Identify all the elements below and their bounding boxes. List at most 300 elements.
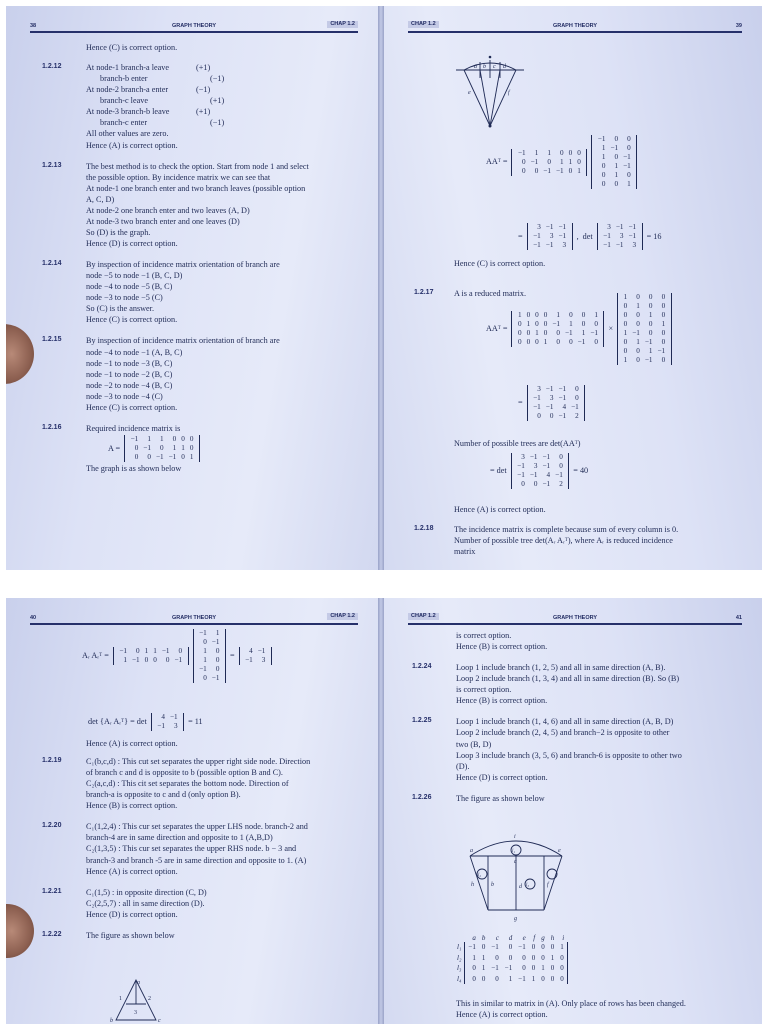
matrix-cell: −1 [657,347,666,355]
text-line: Hence (B) is correct option. [86,801,178,811]
matrix-cell: 0 [636,311,640,319]
pair-label: branch-c leave [100,96,148,106]
text-line: Hence (C) is correct option. [86,402,178,412]
matrix-cell: 1 [153,647,157,655]
text-line: So (C) is the answer. [86,304,154,314]
text-line: node −1 to node −2 (B, C) [86,369,173,379]
thumb [6,904,34,958]
text-line: Hence (A) is correct option. [86,140,178,150]
matrix-cell: 3 [537,223,541,231]
matrix-cell: −1 [558,232,567,240]
matrix-cell: 1 [569,320,573,328]
loop-label: l₁ [512,849,516,854]
matrix-cell: 0 [601,171,606,179]
matrix-cell: 1 [581,329,586,337]
top-book-spread-photo [6,6,762,570]
text-line: C₁(b,c,d) : This cut set separates the upper right side node. Direction [86,757,311,766]
page-number: 40 [30,615,37,621]
page-38 [6,6,378,570]
ar-art-equation: Aᵣ Aᵣᵀ = −1 0 1 1 −1 0 1 −1 0 0 0 −1 −1 1 0 −1 1 0 1 0 −1 0 0 −1 = 4 −1 −1 3 [80,628,274,684]
matrix-cell: 0 [533,480,538,488]
page-header [30,614,358,625]
matrix-cell: 1 [147,434,151,443]
product-matrix [527,385,586,421]
equation-label: AAᵀ = [486,324,508,334]
text-line: The best method is to check the option. Start from node 1 and select [86,161,309,171]
solution-1-2-22 [42,930,360,941]
solution-number: 1.2.24 [412,663,432,671]
figure-label: h [471,882,474,888]
matrix-column-header: f [533,934,536,942]
matrix-cell: 1 [215,629,220,637]
product-matrix [239,647,272,665]
matrix-cell: 0 [465,963,479,973]
graph-label: d [503,64,506,70]
text-line: node −5 to node −1 (B, C, D) [86,271,183,281]
solution-1-2-21 [42,887,360,920]
solution-number: 1.2.18 [414,525,434,532]
matrix-cell: 3 [549,394,554,402]
matrix-cell: 0 [526,338,531,346]
matrix-cell: 1 [144,647,149,655]
matrix-cell: 0 [601,162,606,170]
matrix-cell: 0 [521,480,525,488]
det-result: = 11 [188,717,203,727]
page-41 [384,598,762,1024]
matrix-cell: 0 [614,135,619,143]
solution-number: 1.2.22 [42,930,62,938]
matrix-cell: 0 [153,656,157,664]
matrix-cell: 0 [661,338,666,346]
matrix-cell: 0 [661,293,666,301]
matrix-cell: −1 [157,722,165,730]
page-number: 41 [735,615,742,621]
matrix-cell: 2 [575,412,579,420]
matrix-cell: −1 [211,674,220,682]
closing-text [456,998,686,1020]
matrix-cell: 3 [174,722,178,730]
matrix-cell: −1 [533,394,541,402]
matrix-cell: −1 [529,471,538,479]
graph-label: e [468,90,471,96]
matrix-cell: 0 [575,394,579,402]
matrix-column-header: c [495,934,499,942]
matrix-cell: 0 [134,452,139,461]
pair-label: branch-c enter [100,118,148,128]
matrix-cell: 0 [215,647,220,655]
matrix-cell: 1 [526,320,531,328]
solution-1-2-25 [412,716,744,782]
matrix-cell: 1 [623,329,628,337]
det-result: = 16 [646,231,662,241]
matrix-cell: 0 [557,974,567,984]
solution-1-2-13 [42,161,360,250]
matrix-cell: 1 [543,338,548,346]
equation-label: Aᵣ Aᵣᵀ = [82,651,109,661]
matrix-cell: 0 [537,412,541,420]
text-line: At node-1 one branch enter and two branch leaves (possible option [86,183,306,193]
solution-1-2-26 [412,793,744,804]
graph-label: b [483,64,486,70]
matrix-cell: 0 [543,311,548,319]
matrix-cell: 0 [178,647,183,655]
matrix-cell: −1 [555,471,563,479]
text-line: C₂(2,5,7) : all in same direction (D). [86,898,205,908]
text-line: The incidence matrix is complete because sum of every column is 0. [454,525,679,534]
matrix-cell: 0 [147,452,151,461]
graph-label: f [508,90,510,96]
text-line: At node-3 two branch enter and one leaves (D) [86,216,240,226]
page-body [42,756,360,948]
equation-label: AAᵀ = [486,157,508,167]
solution-number: 1.2.14 [42,260,62,268]
page-body [412,630,744,811]
figure-label: i [514,834,516,840]
chapter-label: CHAP 1.2 [327,613,358,620]
matrix-cell: 0 [203,674,207,682]
conclusion-line: Hence (A) is correct option. [86,739,178,748]
loop-matrix [456,934,568,984]
matrix-cell: −1 [542,453,551,461]
matrix-cell: 0 [557,953,567,963]
page-number: 39 [735,23,742,29]
matrix-cell: 0 [568,166,573,175]
matrix-cell: −1 [558,223,567,231]
matrix-cell: 1 [547,148,551,157]
matrix-cell: 0 [568,148,573,157]
matrix-cell: 1 [568,157,573,166]
text-line: Required incidence matrix is [86,423,181,433]
matrix-cell: −1 [558,394,567,402]
solution-number: 1.2.15 [42,336,62,344]
text-line: This in similar to matrix in (A). Only place of rows has been changed. [456,999,686,1008]
det-matrix [151,713,184,731]
matrix-cell: 0 [508,953,513,962]
matrix-cell: −1 [517,462,525,470]
matrix-cell: 3 [549,232,554,240]
matrix-cell: 0 [172,434,177,443]
det-prefix: = det [490,466,507,476]
triangle-label: b [110,1018,113,1024]
matrix-cell: −1 [533,403,541,411]
triangle-label: a [137,980,140,986]
text-line: the possible option. By incidence matrix we can see that [86,172,271,182]
matrix-cell: 0 [189,434,194,443]
matrix-cell: 0 [522,166,526,175]
loop-label: l₂ [478,873,482,878]
matrix-cell: 0 [556,329,560,337]
page-header [408,22,742,33]
matrix-column-header: b [481,934,486,942]
matrix-cell: −1 [119,647,127,655]
matrix-cell: 1 [508,974,513,983]
matrix-cell: 0 [465,974,479,984]
matrix-cell: 0 [581,311,586,319]
text-line: node −4 to node −1 (A, B, C) [86,347,183,357]
matrix-cell: −1 [577,338,586,346]
matrix-cell: −1 [571,403,579,411]
matrix-cell: 0 [526,329,531,337]
pair-value: (−1) [196,85,211,95]
text-line: node −3 to node −5 (C) [86,293,163,303]
matrix-cell: −1 [211,638,220,646]
matrix-cell: 0 [614,153,619,161]
matrix-cell: −1 [533,241,541,249]
text-line: node −3 to node −4 (C) [86,391,163,401]
solution-1-2-18 [414,524,752,557]
matrix-cell: 0 [134,443,139,452]
running-title: GRAPH THEORY [171,615,217,621]
matrix-cell: 0 [559,462,563,470]
matrix-cell: 3 [632,241,637,249]
matrix-cell: −1 [465,942,479,952]
matrix-cell: 1 [623,293,628,301]
text-line: branch-3 and branch -5 are in same direction and opposite to 1. (A) [86,855,307,865]
figure-label: d [519,884,522,890]
matrix-cell: 0 [189,443,194,452]
matrix-cell: −1 [530,157,539,166]
matrix-cell: 1 [172,443,177,452]
text-line: Hence (B) is correct option. [456,696,548,706]
matrix-cell: −1 [174,656,183,664]
text-line: By inspection of incidence matrix orientation of branch are [86,336,280,346]
matrix-cell: 1 [203,647,207,655]
matrix-cell: 1 [556,311,560,319]
a-matrix [511,149,587,176]
pair-label: At node-2 branch-a enter [86,85,169,95]
matrix-cell: 0 [517,338,522,346]
text-line: A is a reduced matrix. [454,289,527,298]
text-line: Hence (A) is correct option. [456,1010,548,1020]
text-line: Loop 3 include branch (3, 5, 6) and branch-6 is opposite to other two [456,750,682,760]
matrix-cell: 0 [648,320,653,328]
matrix-cell: 1 [648,311,653,319]
matrix-cell: 0 [165,656,170,664]
matrix-cell: 0 [594,320,598,328]
matrix-cell: 1 [560,157,564,166]
matrix-cell: −1 [517,148,526,157]
photo-separator [0,570,768,598]
solution-1-2-14 [42,259,360,325]
solution-1-2-12 [42,62,360,151]
matrix-cell: 0 [522,964,526,973]
text-line: Hence (C) is correct option. [86,315,178,325]
triangle-label: 1 [119,996,122,1002]
matrix-cell: 0 [556,338,560,346]
matrix-cell: −1 [169,713,178,721]
matrix-cell: 0 [534,166,539,175]
matrix-cell: 1 [636,302,640,310]
matrix-cell: 1 [465,953,479,963]
product-matrix [527,223,573,250]
matrix-cell: 4 [546,471,551,479]
text-line: The figure as shown below [86,930,175,940]
matrix-cell: 0 [557,963,567,973]
running-title: GRAPH THEORY [552,23,598,29]
matrix-cell: 1 [541,964,545,973]
solution-1-2-20 [42,821,360,876]
text-line: The graph is as shown below [86,463,182,473]
pair-label: At node-1 branch-a leave [86,63,169,73]
solution-1-2-24 [412,662,744,706]
solution-1-2-19 [42,756,360,811]
pair-value: (+1) [196,63,211,73]
matrix-cell: −1 [632,329,640,337]
text-line: node −1 to node −3 (B, C) [86,358,173,368]
matrix-cell: 0 [481,974,486,983]
page-number: 38 [30,23,37,29]
matrix-cell: −1 [533,232,541,240]
matrix-cell: −1 [161,647,170,655]
matrix-cell: 0 [535,320,539,328]
matrix-column-header: d [508,934,513,942]
figure-label: c [514,859,517,865]
matrix-cell: 1 [614,171,619,179]
text-line: Hence (D) is correct option. [456,772,548,782]
matrix-cell: −1 [155,452,164,461]
text-line: Hence (A) is correct option. [86,866,178,876]
matrix-cell: 3 [533,462,538,470]
page-header [30,22,358,33]
text-line: Number of possible tree det(Aᵣ Aᵣᵀ), where Aᵣ is reduced incidence [454,536,673,546]
aat-equation-2: AAᵀ = 1 0 0 0 1 0 0 1 0 1 0 0 −1 1 0 0 0 0 1 0 0 −1 1 −1 0 0 0 1 0 0 −1 0 × 1 0 0 0 0 1 0 0 0 0 1 0 0 0 0 1 1 −1 0 0 0 1 −1 0 0 0 1 −1 1 0 −1 0 [484,292,674,366]
matrix-cell: 0 [543,320,548,328]
text-line: of branch c and d is opposite to b (possible option B and C). [86,768,283,778]
matrix-cell: 0 [550,964,555,973]
text-line: two (B, D) [456,739,492,749]
text-line: A, C, D) [86,194,115,204]
matrix-cell: −1 [615,241,624,249]
matrix-cell: −1 [545,403,554,411]
det-equation [86,712,205,732]
matrix-cell: 1 [601,153,606,161]
matrix-row-label: l₄ [457,974,462,983]
matrix-cell: 0 [136,647,140,655]
figure-label: b [491,882,494,888]
text-line: C₂(a,c,d) : This cit set separates the bottom node. Direction of [86,779,289,789]
ar-transpose-matrix [193,629,226,683]
text-line: is correct option. [456,685,512,695]
text-line: matrix [454,547,476,557]
matrix-cell: 3 [261,656,266,664]
text-line: (D). [456,761,470,771]
text-line: branch-a is opposite to c and d (only option B). [86,790,241,800]
graph-drawing [450,50,530,130]
chapter-label: CHAP 1.2 [408,613,439,620]
matrix-cell: 0 [577,148,581,157]
solution-number: 1.2.13 [42,161,62,169]
matrix-cell: 0 [517,320,522,328]
solution-1-2-15 [42,335,360,412]
matrix-cell: −1 [558,385,567,393]
matrix-cell: 0 [508,943,513,952]
matrix-cell: 0 [181,434,185,443]
text-line: By inspection of incidence matrix orientation of branch are [86,260,280,270]
matrix-cell: 0 [215,665,220,673]
matrix-cell: 0 [560,148,564,157]
matrix-cell: −1 [545,223,554,231]
det-matrix [597,223,643,250]
matrix-cell: 1 [160,434,164,443]
matrix-cell: −1 [545,241,554,249]
matrix-row-label: l₂ [457,953,462,962]
incidence-matrix [124,435,200,462]
matrix-cell: 0 [636,347,640,355]
matrix-cell: 1 [623,356,628,364]
matrix-cell: 1 [535,329,539,337]
ar-matrix [113,647,189,665]
matrix-cell: 1 [534,148,539,157]
matrix-cell: −1 [131,656,140,664]
text-line: C₂(1,3,5) : This cur set separates the upper RHS node. b − 3 and [86,844,297,854]
triangle-label: 2 [148,996,151,1002]
matrix-cell: 0 [495,953,499,962]
matrix-cell: 0 [623,302,628,310]
triangle-figure [106,976,166,1024]
matrix-cell: −1 [491,964,499,973]
matrix-cell: 3 [562,241,567,249]
matrix-cell: 1 [517,311,522,319]
matrix-cell: −1 [517,471,525,479]
aat-equation [484,134,639,190]
intro-line: Hence (C) is correct option. [86,43,178,52]
matrix-cell: 0 [550,974,555,983]
matrix-cell: 0 [541,974,545,983]
matrix-label: A = [108,443,121,453]
page-body [42,42,360,481]
matrix-cell: −1 [130,434,139,443]
matrix-cell: 1 [601,144,606,152]
matrix-cell: 0 [648,329,653,337]
solution-number: 1.2.16 [42,423,62,431]
matrix-cell: 0 [648,293,653,301]
matrix-cell: −1 [504,964,513,973]
solution-number: 1.2.25 [412,717,432,725]
matrix-column-header: e [522,934,526,942]
matrix-cell: 1 [550,953,555,962]
text-line: The figure as shown below [456,793,545,803]
graph-label: c [493,64,496,70]
matrix-cell: 0 [215,656,220,664]
matrix-cell: 0 [627,171,631,179]
matrix-cell: 0 [569,311,573,319]
matrix-cell: −1 [610,144,619,152]
matrix-cell: 1 [189,452,194,461]
matrix-cell: 0 [581,320,586,328]
matrix-cell: 0 [535,338,539,346]
matrix-cell: 1 [577,166,581,175]
matrix-cell: 0 [627,135,631,143]
matrix-cell: −1 [543,166,551,175]
text-line: Loop 1 include branch (1, 4, 6) and all in same direction (A, B, D) [456,717,674,727]
matrix-cell: −1 [199,665,207,673]
conclusion-line: Hence (C) is correct option. [454,259,546,268]
matrix-cell: 0 [569,338,573,346]
matrix-cell: 0 [541,943,545,952]
text-line: Hence (D) is correct option. [86,909,178,919]
matrix-cell: −1 [245,656,253,664]
matrix-cell: −1 [545,385,554,393]
matrix-cell: −1 [558,412,567,420]
pair-value: (+1) [196,107,211,117]
conclusion-line: Hence (A) is correct option. [454,505,546,514]
matrix-cell: 1 [627,180,631,188]
triangle-drawing [106,976,166,1024]
matrix-cell: 0 [636,320,640,328]
matrix-cell: 0 [517,329,522,337]
matrix-cell: 0 [623,338,628,346]
matrix-cell: −1 [644,338,653,346]
